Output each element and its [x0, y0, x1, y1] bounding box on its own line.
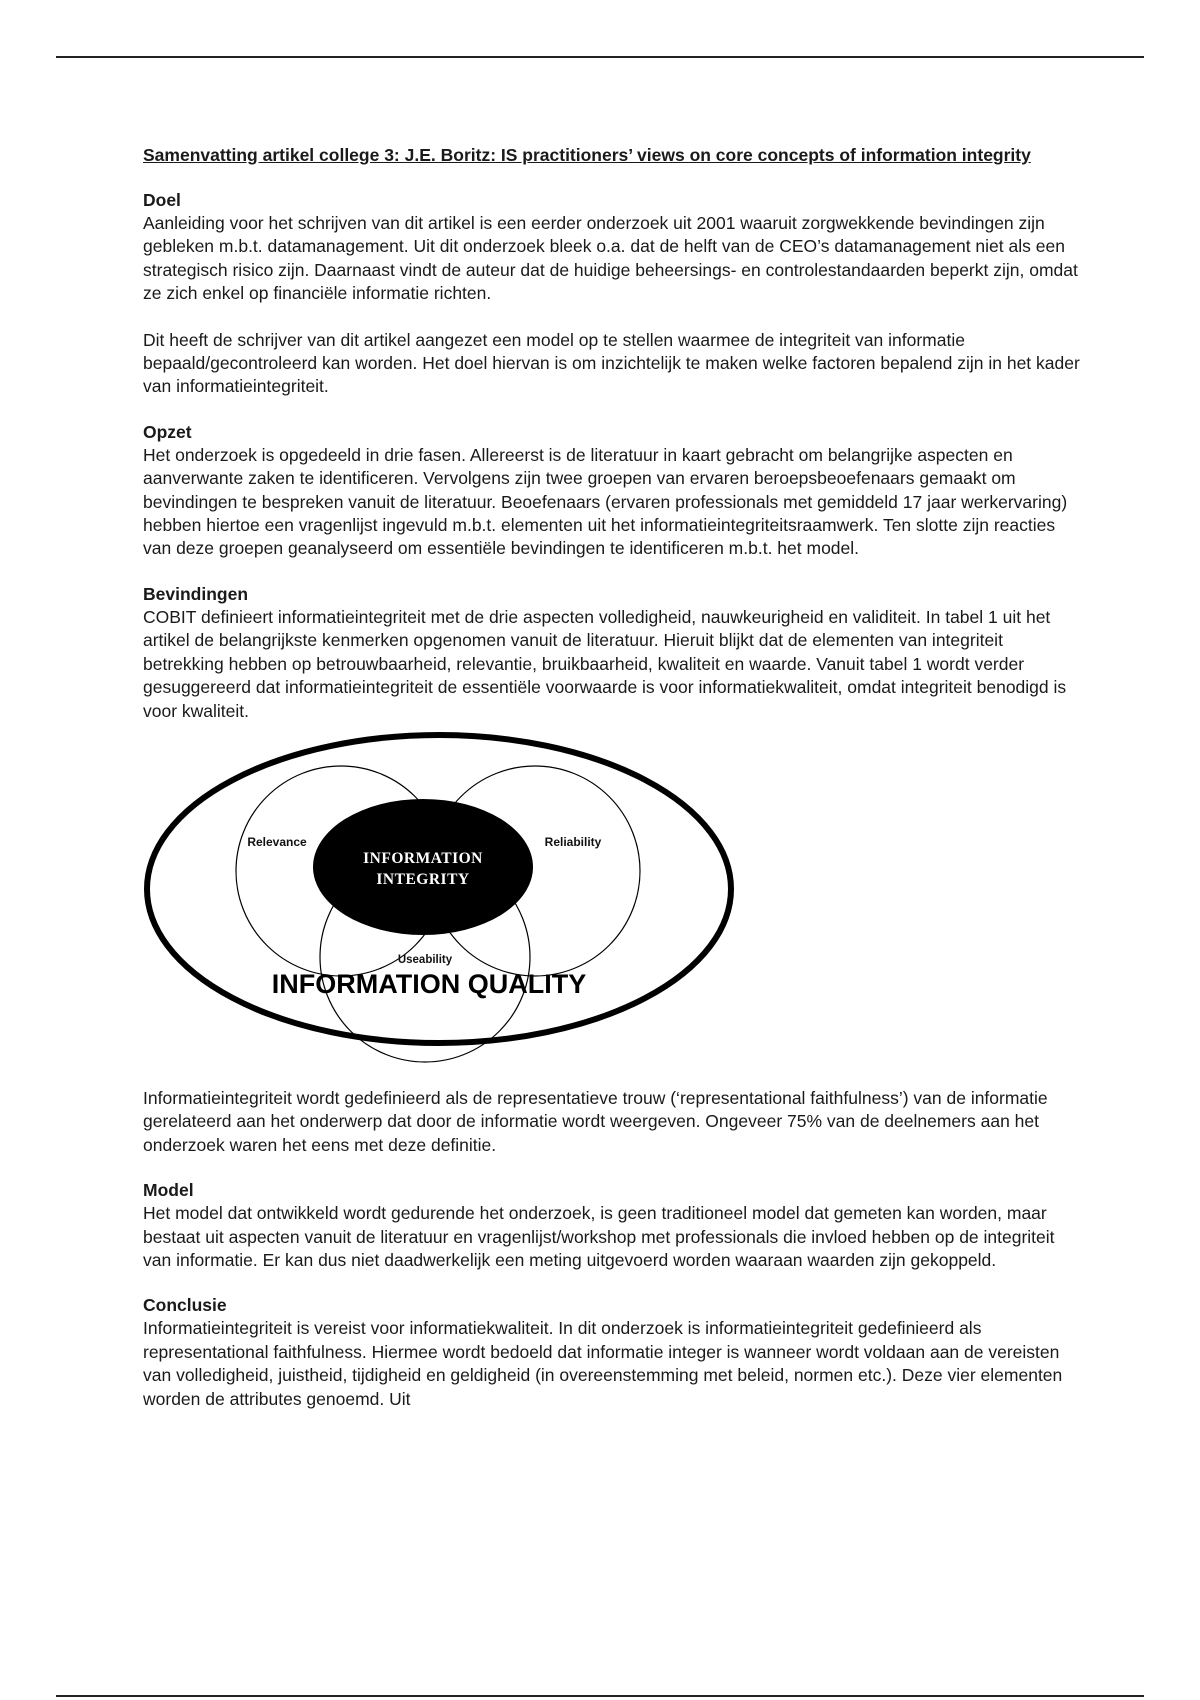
document-title: Samenvatting artikel college 3: J.E. Boritz: IS practitioners’ views on core concepts of information integrity	[143, 145, 1031, 165]
section-conclusie	[143, 1294, 1083, 1411]
center-label-line1: INFORMATION	[363, 849, 483, 867]
section-heading: Doel	[143, 190, 181, 210]
section-opzet	[143, 421, 1083, 561]
useability-label: Useability	[397, 953, 453, 966]
section-heading: Conclusie	[143, 1295, 227, 1316]
section-model	[143, 1179, 1083, 1272]
center-label-line2: INTEGRITY	[376, 870, 470, 888]
diagram-svg	[139, 729, 739, 1069]
information-quality-label: INFORMATION QUALITY	[271, 968, 587, 999]
paragraph: Aanleiding voor het schrijven van dit artikel is een eerder onderzoek uit 2001 waaruit zorgwekkende bevindingen zijn gebleken m.b.t. datamanagement. Uit dit onderzoek bleek o.a. dat de helft van de CEO’s datamanagement niet als een strategisch risico zijn. Daarnaast vindt de auteur dat de huidige beheersings- en controlestandaarden beperkt zijn, omdat ze zich enkel op financiële informatie richten.	[143, 213, 1078, 304]
paragraph: Het onderzoek is opgedeeld in drie fasen. Allereerst is de literatuur in kaart gebracht om belangrijke aspecten en aanverwante zaken te identificeren. Vervolgens zijn twee groepen van ervaren beroepsbeoefenaars gemaakt om bevindingen te bespreken vanuit de literatuur. Beoefenaars (ervaren professionals met gemiddeld 17 jaar werkervaring) hebben hiertoe een vragenlijst ingevuld m.b.t. elementen uit het informatieintegriteitsraamwerk. Ten slotte zijn reacties van deze groepen geanalyseerd om essentiële bevindingen te identificeren m.b.t. het model.	[143, 444, 1068, 559]
document-body	[143, 144, 1083, 1433]
paragraph: Dit heeft de schrijver van dit artikel aangezet een model op te stellen waarmee de integriteit van informatie bepaald/gecontroleerd kan worden. Het doel hiervan is om inzichtelijk te maken welke factoren bepalend zijn in het kader van informatieintegriteit.	[143, 329, 1080, 397]
paragraph: COBIT definieert informatieintegriteit met de drie aspecten volledigheid, nauwkeurigheid en validiteit. In tabel 1 uit het artikel de belangrijkste kenmerken opgenomen vanuit de literatuur. Hieruit blijkt dat de elementen van integriteit betrekking hebben op betrouwbaarheid, relevantie, bruikbaarheid, kwaliteit en waarde. Vanuit tabel 1 wordt verder gesuggereerd dat informatieintegriteit de essentiële voorwaarde is voor informatiekwaliteit, omdat integriteit benodigd is voor kwaliteit.	[143, 606, 1067, 721]
paragraph: Het model dat ontwikkeld wordt gedurende het onderzoek, is geen traditioneel model dat gemeten kan worden, maar bestaat uit aspecten vanuit de literatuur en vragenlijst/workshop met professionals die invloed hebben op de integriteit van informatie. Er kan dus niet daadwerkelijk een meting uitgevoerd worden waaraan waarden zijn gekoppeld.	[143, 1203, 1055, 1270]
information-integrity-diagram	[139, 729, 739, 1069]
section-doel	[143, 189, 1083, 399]
section-bevindingen	[143, 583, 1083, 1157]
paragraph: Informatieintegriteit wordt gedefinieerd als de representatieve trouw (‘representational faithfulness’) van de informatie gerelateerd aan het onderwerp dat door de informatie wordt weergeven. Ongeveer 75% van de deelnemers aan het onderzoek waren het eens met deze definitie.	[143, 1087, 1048, 1155]
reliability-label: Reliability	[544, 834, 602, 849]
relevance-label: Relevance	[247, 834, 307, 849]
paragraph: Informatieintegriteit is vereist voor informatiekwaliteit. In dit onderzoek is informatieintegriteit gedefinieerd als representational faithfulness. Hiermee wordt bedoeld dat informatie integer is wanneer wordt voldaan aan de vereisten van volledigheid, juistheid, tijdigheid en geldigheid (in overeenstemming met beleid, normen etc.). Deze vier elementen worden de attributes genoemd. Uit	[143, 1318, 1063, 1409]
header-rule	[56, 56, 1144, 58]
footer-rule	[56, 1695, 1144, 1697]
information-integrity-ellipse	[313, 799, 533, 935]
section-heading: Model	[143, 1180, 194, 1201]
section-heading: Opzet	[143, 421, 192, 442]
section-heading: Bevindingen	[143, 583, 249, 604]
